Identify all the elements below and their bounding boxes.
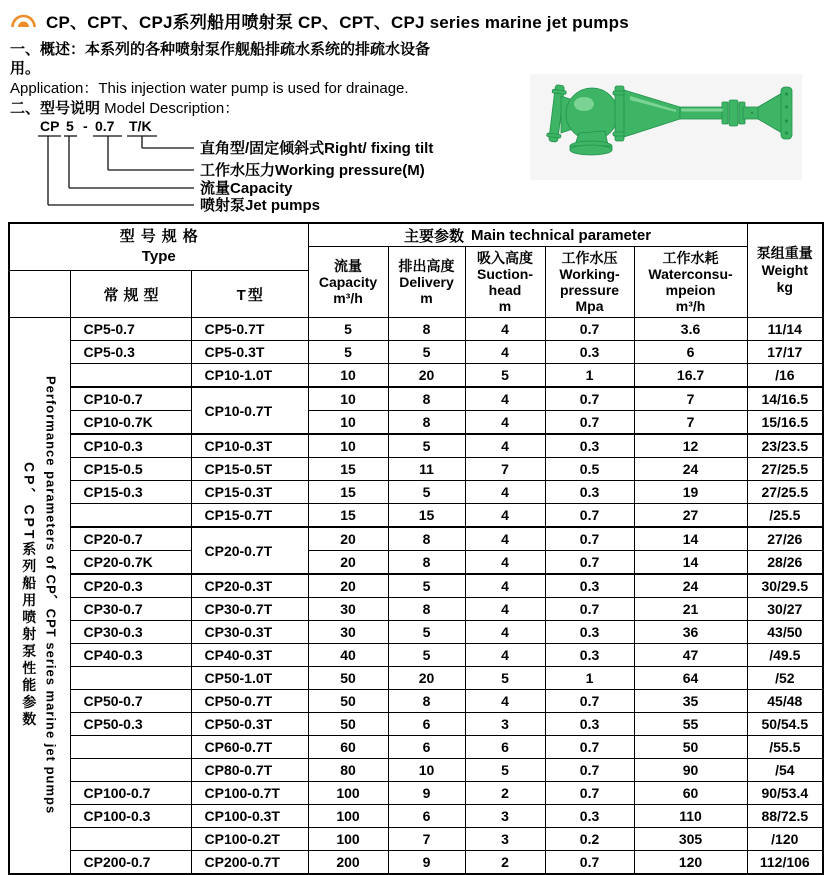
table-row bbox=[9, 690, 823, 713]
working-pressure-cell: 0.7 bbox=[545, 387, 634, 411]
water-consumption-cell: 90 bbox=[634, 759, 747, 782]
working-pressure-cell: 0.7 bbox=[545, 527, 634, 551]
weight-header-unit: kg bbox=[776, 279, 793, 295]
working-pressure-cell: 0.3 bbox=[545, 574, 634, 598]
table-row bbox=[9, 782, 823, 805]
table-row bbox=[9, 805, 823, 828]
model-t-cell: CP20-0.3T bbox=[191, 574, 308, 598]
param-column-header bbox=[546, 247, 635, 317]
model-t-cell: CP100-0.2T bbox=[191, 828, 308, 851]
suction-head-cell: 4 bbox=[465, 481, 545, 504]
model-t-cell: CP15-0.7T bbox=[191, 504, 308, 528]
code-part-pressure: 0.7 bbox=[95, 118, 115, 134]
suction-head-cell: 3 bbox=[465, 805, 545, 828]
working-pressure-cell: 1 bbox=[545, 667, 634, 690]
working-pressure-cell: 0.7 bbox=[545, 318, 634, 341]
table-row bbox=[9, 458, 823, 481]
capacity-cell: 50 bbox=[308, 690, 388, 713]
code-part-capacity: 5 bbox=[66, 118, 74, 134]
water-consumption-cell: 36 bbox=[634, 621, 747, 644]
model-regular-cell bbox=[70, 828, 191, 851]
capacity-cell: 10 bbox=[308, 387, 388, 411]
suction-head-cell: 4 bbox=[465, 434, 545, 458]
delivery-cell: 9 bbox=[388, 851, 465, 875]
param-header-line: head bbox=[488, 282, 522, 298]
weight-cell: 11/14 bbox=[747, 318, 823, 341]
suction-head-cell: 2 bbox=[465, 851, 545, 875]
delivery-cell: 20 bbox=[388, 364, 465, 388]
suction-head-cell: 5 bbox=[465, 667, 545, 690]
model-t-cell: CP50-1.0T bbox=[191, 667, 308, 690]
model-regular-cell: CP100-0.7 bbox=[70, 782, 191, 805]
model-t-cell: CP10-0.3T bbox=[191, 434, 308, 458]
delivery-cell: 5 bbox=[388, 574, 465, 598]
water-consumption-cell: 21 bbox=[634, 598, 747, 621]
capacity-cell: 15 bbox=[308, 504, 388, 528]
working-pressure-cell: 0.7 bbox=[545, 851, 634, 875]
sidebar-vertical-text-en: Performance parameters of CP、CPT series marine jet pumps bbox=[43, 376, 59, 815]
model-t-cell: CP5-0.7T bbox=[191, 318, 308, 341]
table-row bbox=[9, 318, 823, 341]
model-description-heading-en: Model Description： bbox=[100, 100, 240, 117]
sidebar-vertical-text-zh: CP、CPT系列船用喷射泵性能参数 bbox=[21, 462, 38, 729]
suction-head-cell: 4 bbox=[465, 341, 545, 364]
main-parameter-header-cell bbox=[308, 223, 747, 318]
working-pressure-cell: 0.7 bbox=[545, 782, 634, 805]
weight-cell: 27/25.5 bbox=[747, 481, 823, 504]
water-consumption-cell: 12 bbox=[634, 434, 747, 458]
weight-cell: /120 bbox=[747, 828, 823, 851]
param-column-header bbox=[466, 247, 546, 317]
weight-cell: 45/48 bbox=[747, 690, 823, 713]
working-pressure-cell: 0.3 bbox=[545, 434, 634, 458]
capacity-cell: 100 bbox=[308, 828, 388, 851]
capacity-cell: 15 bbox=[308, 458, 388, 481]
weight-cell: /16 bbox=[747, 364, 823, 388]
table-row bbox=[9, 759, 823, 782]
table-row bbox=[9, 504, 823, 528]
water-consumption-cell: 19 bbox=[634, 481, 747, 504]
suction-head-cell: 4 bbox=[465, 527, 545, 551]
weight-cell: 30/29.5 bbox=[747, 574, 823, 598]
code-part-variant: T/K bbox=[129, 118, 152, 134]
weight-cell: 17/17 bbox=[747, 341, 823, 364]
model-t-cell: CP100-0.3T bbox=[191, 805, 308, 828]
capacity-cell: 30 bbox=[308, 621, 388, 644]
water-consumption-cell: 16.7 bbox=[634, 364, 747, 388]
working-pressure-cell: 0.3 bbox=[545, 713, 634, 736]
delivery-cell: 8 bbox=[388, 551, 465, 575]
param-header-line: Delivery bbox=[399, 274, 454, 290]
model-regular-cell: CP30-0.3 bbox=[70, 621, 191, 644]
delivery-cell: 5 bbox=[388, 434, 465, 458]
table-row bbox=[9, 713, 823, 736]
delivery-cell: 20 bbox=[388, 667, 465, 690]
suction-head-cell: 7 bbox=[465, 458, 545, 481]
suction-head-cell: 3 bbox=[465, 828, 545, 851]
param-header-line: pressure bbox=[559, 282, 620, 298]
working-pressure-cell: 0.3 bbox=[545, 805, 634, 828]
model-regular-cell: CP10-0.7 bbox=[70, 387, 191, 411]
water-consumption-cell: 6 bbox=[634, 341, 747, 364]
overview-zh-line2: 用。 bbox=[10, 60, 41, 77]
code-label-capacity: 流量Capacity bbox=[200, 180, 293, 197]
jet-pump-photo bbox=[530, 74, 802, 180]
water-consumption-cell: 7 bbox=[634, 387, 747, 411]
param-header-line: 排出高度 bbox=[398, 258, 455, 274]
capacity-cell: 10 bbox=[308, 364, 388, 388]
main-parameter-zh: 主要参数 bbox=[403, 227, 464, 245]
suction-head-cell: 4 bbox=[465, 504, 545, 528]
delivery-cell: 8 bbox=[388, 598, 465, 621]
model-regular-cell: CP10-0.7K bbox=[70, 411, 191, 435]
capacity-cell: 10 bbox=[308, 411, 388, 435]
table-row bbox=[9, 736, 823, 759]
water-consumption-cell: 27 bbox=[634, 504, 747, 528]
delivery-cell: 8 bbox=[388, 411, 465, 435]
suction-head-cell: 5 bbox=[465, 759, 545, 782]
weight-cell: /52 bbox=[747, 667, 823, 690]
model-regular-cell: CP50-0.7 bbox=[70, 690, 191, 713]
suction-head-cell: 2 bbox=[465, 782, 545, 805]
delivery-cell: 8 bbox=[388, 690, 465, 713]
table-row bbox=[9, 667, 823, 690]
capacity-cell: 50 bbox=[308, 713, 388, 736]
brand-arc-icon bbox=[10, 13, 37, 29]
param-header-line: 流量 bbox=[334, 258, 363, 274]
water-consumption-cell: 305 bbox=[634, 828, 747, 851]
delivery-cell: 8 bbox=[388, 318, 465, 341]
model-t-cell: CP30-0.3T bbox=[191, 621, 308, 644]
param-header-line: 工作水耗 bbox=[662, 250, 719, 266]
type-header bbox=[10, 224, 308, 271]
param-column-header bbox=[635, 247, 747, 317]
param-header-line: m bbox=[498, 298, 512, 314]
weight-cell: 88/72.5 bbox=[747, 805, 823, 828]
water-consumption-cell: 24 bbox=[634, 458, 747, 481]
table-header-row bbox=[9, 223, 823, 318]
model-t-cell: CP80-0.7T bbox=[191, 759, 308, 782]
param-header-line: Capacity bbox=[318, 274, 378, 290]
working-pressure-cell: 0.7 bbox=[545, 551, 634, 575]
weight-cell: /55.5 bbox=[747, 736, 823, 759]
regular-type-column-header: 常规型 bbox=[71, 271, 192, 317]
weight-cell: 28/26 bbox=[747, 551, 823, 575]
delivery-cell: 10 bbox=[388, 759, 465, 782]
water-consumption-cell: 7 bbox=[634, 411, 747, 435]
model-t-cell: CP30-0.7T bbox=[191, 598, 308, 621]
model-regular-cell: CP20-0.7 bbox=[70, 527, 191, 551]
delivery-cell: 15 bbox=[388, 504, 465, 528]
suction-head-cell: 4 bbox=[465, 387, 545, 411]
delivery-cell: 5 bbox=[388, 481, 465, 504]
series-sidebar-cell bbox=[9, 318, 70, 875]
table-row bbox=[9, 644, 823, 667]
param-column-header bbox=[389, 247, 466, 317]
model-regular-cell bbox=[70, 364, 191, 388]
model-regular-cell: CP5-0.7 bbox=[70, 318, 191, 341]
model-regular-cell: CP20-0.3 bbox=[70, 574, 191, 598]
model-t-cell: CP40-0.3T bbox=[191, 644, 308, 667]
model-t-cell: CP50-0.7T bbox=[191, 690, 308, 713]
capacity-cell: 5 bbox=[308, 318, 388, 341]
water-consumption-cell: 64 bbox=[634, 667, 747, 690]
suction-head-cell: 5 bbox=[465, 364, 545, 388]
weight-cell: 112/106 bbox=[747, 851, 823, 875]
weight-header-en: Weight bbox=[761, 262, 808, 278]
model-regular-cell: CP200-0.7 bbox=[70, 851, 191, 875]
table-row bbox=[9, 527, 823, 551]
water-consumption-cell: 24 bbox=[634, 574, 747, 598]
suction-head-cell: 4 bbox=[465, 690, 545, 713]
param-header-line: Mpa bbox=[575, 298, 604, 314]
model-t-cell: CP60-0.7T bbox=[191, 736, 308, 759]
working-pressure-cell: 0.3 bbox=[545, 341, 634, 364]
capacity-cell: 200 bbox=[308, 851, 388, 875]
code-label-pressure: 工作水压力Working pressure(M) bbox=[200, 162, 425, 179]
weight-cell: 43/50 bbox=[747, 621, 823, 644]
working-pressure-cell: 0.7 bbox=[545, 690, 634, 713]
table-row bbox=[9, 574, 823, 598]
delivery-cell: 11 bbox=[388, 458, 465, 481]
model-t-cell: CP15-0.3T bbox=[191, 481, 308, 504]
water-consumption-cell: 14 bbox=[634, 551, 747, 575]
weight-cell: 30/27 bbox=[747, 598, 823, 621]
type-header-cell bbox=[9, 223, 308, 318]
param-column-header bbox=[309, 247, 389, 317]
delivery-cell: 8 bbox=[388, 387, 465, 411]
delivery-cell: 6 bbox=[388, 805, 465, 828]
model-regular-cell: CP30-0.7 bbox=[70, 598, 191, 621]
param-header-line: m³/h bbox=[675, 298, 706, 314]
weight-cell: /49.5 bbox=[747, 644, 823, 667]
working-pressure-cell: 0.3 bbox=[545, 621, 634, 644]
suction-head-cell: 4 bbox=[465, 598, 545, 621]
page-title: CP、CPT、CPJ系列船用喷射泵 CP、CPT、CPJ series marine jet pumps bbox=[46, 13, 629, 32]
sidebar-spacer bbox=[10, 271, 71, 317]
weight-cell: 27/25.5 bbox=[747, 458, 823, 481]
working-pressure-cell: 0.7 bbox=[545, 504, 634, 528]
water-consumption-cell: 120 bbox=[634, 851, 747, 875]
delivery-cell: 5 bbox=[388, 341, 465, 364]
weight-cell: 27/26 bbox=[747, 527, 823, 551]
model-description-heading-zh: 二、型号说明 bbox=[10, 100, 101, 117]
working-pressure-cell: 0.7 bbox=[545, 598, 634, 621]
suction-head-cell: 4 bbox=[465, 621, 545, 644]
delivery-cell: 9 bbox=[388, 782, 465, 805]
delivery-cell: 5 bbox=[388, 644, 465, 667]
model-regular-cell: CP15-0.3 bbox=[70, 481, 191, 504]
delivery-cell: 6 bbox=[388, 713, 465, 736]
working-pressure-cell: 0.2 bbox=[545, 828, 634, 851]
suction-head-cell: 4 bbox=[465, 574, 545, 598]
model-t-cell: CP20-0.7T bbox=[191, 527, 308, 574]
weight-cell: /25.5 bbox=[747, 504, 823, 528]
weight-column-header bbox=[747, 223, 823, 318]
t-type-column-header: T型 bbox=[236, 286, 265, 304]
capacity-cell: 80 bbox=[308, 759, 388, 782]
weight-header-zh: 泵组重量 bbox=[756, 245, 813, 261]
model-regular-cell: CP40-0.3 bbox=[70, 644, 191, 667]
overview-zh-line1: 一、概述：本系列的各种喷射泵作舰船排疏水系统的排疏水设备 bbox=[10, 41, 431, 58]
weight-cell: 23/23.5 bbox=[747, 434, 823, 458]
capacity-cell: 5 bbox=[308, 341, 388, 364]
table-row bbox=[9, 621, 823, 644]
working-pressure-cell: 0.3 bbox=[545, 481, 634, 504]
working-pressure-cell: 0.7 bbox=[545, 759, 634, 782]
capacity-cell: 50 bbox=[308, 667, 388, 690]
param-header-line: Waterconsu- bbox=[648, 266, 733, 282]
model-t-cell: CP10-0.7T bbox=[191, 387, 308, 434]
main-parameter-en: Main technical parameter bbox=[471, 226, 652, 244]
capacity-cell: 20 bbox=[308, 574, 388, 598]
working-pressure-cell: 0.3 bbox=[545, 644, 634, 667]
suction-head-cell: 4 bbox=[465, 551, 545, 575]
type-header-zh: 型号规格 bbox=[119, 228, 204, 245]
model-regular-cell bbox=[70, 504, 191, 528]
capacity-cell: 20 bbox=[308, 527, 388, 551]
water-consumption-cell: 35 bbox=[634, 690, 747, 713]
model-t-cell: CP10-1.0T bbox=[191, 364, 308, 388]
weight-cell: 15/16.5 bbox=[747, 411, 823, 435]
capacity-cell: 10 bbox=[308, 434, 388, 458]
model-regular-cell: CP5-0.3 bbox=[70, 341, 191, 364]
table-row bbox=[9, 851, 823, 875]
water-consumption-cell: 47 bbox=[634, 644, 747, 667]
code-part-dash: - bbox=[83, 118, 88, 134]
water-consumption-cell: 14 bbox=[634, 527, 747, 551]
delivery-cell: 8 bbox=[388, 527, 465, 551]
param-header-line: Suction- bbox=[477, 266, 534, 282]
water-consumption-cell: 110 bbox=[634, 805, 747, 828]
capacity-cell: 40 bbox=[308, 644, 388, 667]
param-header-line: m³/h bbox=[333, 290, 363, 306]
code-label-variant: 直角型/固定倾斜式Right/ fixing tilt bbox=[200, 140, 434, 157]
table-row bbox=[9, 387, 823, 411]
model-regular-cell: CP10-0.3 bbox=[70, 434, 191, 458]
suction-head-cell: 4 bbox=[465, 644, 545, 667]
table-row bbox=[9, 411, 823, 435]
table-row bbox=[9, 828, 823, 851]
model-regular-cell: CP100-0.3 bbox=[70, 805, 191, 828]
page-header bbox=[10, 8, 629, 33]
model-t-cell: CP15-0.5T bbox=[191, 458, 308, 481]
water-consumption-cell: 50 bbox=[634, 736, 747, 759]
working-pressure-cell: 1 bbox=[545, 364, 634, 388]
weight-cell: 90/53.4 bbox=[747, 782, 823, 805]
model-code-diagram bbox=[30, 114, 490, 220]
param-header-line: m bbox=[420, 290, 433, 306]
model-regular-cell bbox=[70, 736, 191, 759]
capacity-cell: 30 bbox=[308, 598, 388, 621]
water-consumption-cell: 55 bbox=[634, 713, 747, 736]
model-t-cell: CP50-0.3T bbox=[191, 713, 308, 736]
suction-head-cell: 6 bbox=[465, 736, 545, 759]
type-header-en: Type bbox=[141, 248, 176, 265]
working-pressure-cell: 0.7 bbox=[545, 411, 634, 435]
table-row bbox=[9, 481, 823, 504]
water-consumption-cell: 60 bbox=[634, 782, 747, 805]
model-t-cell: CP100-0.7T bbox=[191, 782, 308, 805]
weight-cell: 50/54.5 bbox=[747, 713, 823, 736]
working-pressure-cell: 0.5 bbox=[545, 458, 634, 481]
model-t-cell: CP5-0.3T bbox=[191, 341, 308, 364]
param-header-line: 工作水压 bbox=[561, 250, 618, 266]
model-regular-cell: CP50-0.3 bbox=[70, 713, 191, 736]
model-regular-cell bbox=[70, 759, 191, 782]
table-row bbox=[9, 434, 823, 458]
capacity-cell: 20 bbox=[308, 551, 388, 575]
delivery-cell: 6 bbox=[388, 736, 465, 759]
water-consumption-cell: 3.6 bbox=[634, 318, 747, 341]
table-row bbox=[9, 341, 823, 364]
weight-cell: 14/16.5 bbox=[747, 387, 823, 411]
delivery-cell: 7 bbox=[388, 828, 465, 851]
table-row bbox=[9, 598, 823, 621]
capacity-cell: 100 bbox=[308, 782, 388, 805]
code-part-series: CP bbox=[40, 118, 60, 134]
model-regular-cell: CP15-0.5 bbox=[70, 458, 191, 481]
parameters-table bbox=[8, 222, 824, 875]
suction-head-cell: 4 bbox=[465, 318, 545, 341]
param-header-line: 吸入高度 bbox=[477, 250, 534, 266]
suction-head-cell: 3 bbox=[465, 713, 545, 736]
weight-cell: /54 bbox=[747, 759, 823, 782]
param-header-line: Working- bbox=[559, 266, 620, 282]
param-header-line: mpeion bbox=[665, 282, 716, 298]
table-row bbox=[9, 551, 823, 575]
working-pressure-cell: 0.7 bbox=[545, 736, 634, 759]
main-parameter-header bbox=[309, 224, 747, 247]
model-t-cell: CP200-0.7T bbox=[191, 851, 308, 875]
capacity-cell: 60 bbox=[308, 736, 388, 759]
code-label-series: 喷射泵Jet pumps bbox=[200, 197, 321, 214]
capacity-cell: 100 bbox=[308, 805, 388, 828]
overview-en: Application：This injection water pump is used for drainage. bbox=[10, 80, 409, 97]
table-row bbox=[9, 364, 823, 388]
model-regular-cell bbox=[70, 667, 191, 690]
delivery-cell: 5 bbox=[388, 621, 465, 644]
suction-head-cell: 4 bbox=[465, 411, 545, 435]
model-regular-cell: CP20-0.7K bbox=[70, 551, 191, 575]
capacity-cell: 15 bbox=[308, 481, 388, 504]
overview-section bbox=[10, 40, 430, 98]
